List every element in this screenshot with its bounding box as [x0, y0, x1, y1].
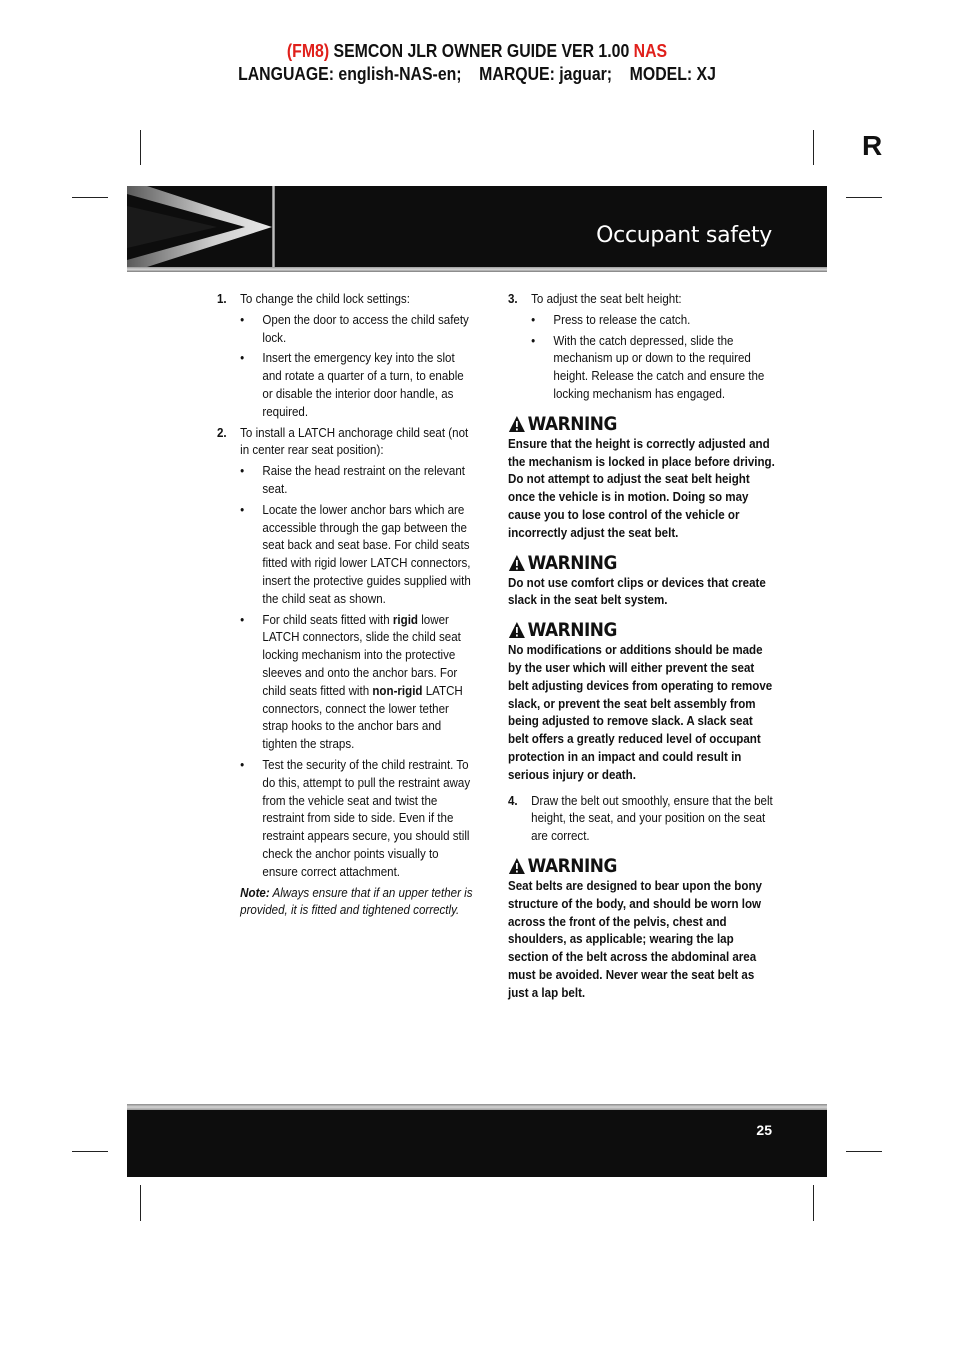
crop-mark — [140, 130, 141, 165]
page-number: 25 — [756, 1122, 772, 1138]
footer-top-band — [127, 1104, 827, 1110]
list-item: • Insert the emergency key into the slot and rotate a quarter of a turn, to enable or disable the interior door handle, as required. — [240, 349, 475, 420]
text-run-bold: non-rigid — [372, 682, 423, 698]
chevron-logo-icon — [127, 186, 272, 267]
left-column — [217, 290, 475, 919]
step-number: 3. — [508, 291, 518, 306]
warning-triangle-icon — [508, 621, 526, 639]
warning-triangle-icon — [508, 554, 526, 572]
text-run-bold: rigid — [392, 611, 419, 627]
note-text: Always ensure that if an upper tether is provided, it is fitted and tightened correctly. — [240, 884, 473, 918]
note-label: Note: — [240, 884, 270, 900]
list-item: • Test the security of the child restraint. To do this, attempt to pull the restraint away from the vehicle seat and twist the restraint from side to side. Even if the restraint appears secure, you should still check the anchor points visually to ensure correct attachment. — [240, 756, 475, 881]
step-3 — [508, 290, 775, 308]
warning-text: Ensure that the height is correctly adjusted and the mechanism is locked in place before driving. Do not attempt to adjust the seat belt height once the vehicle is in motion. Doing so may cause you to lose control of the vehicle or incorrectly adjust the seat belt. — [508, 435, 775, 540]
warning-block — [508, 619, 775, 783]
step-number: 1. — [217, 291, 227, 306]
step-number: 2. — [217, 424, 227, 440]
document-header — [57, 40, 897, 86]
note — [217, 884, 475, 920]
right-column — [508, 290, 775, 1006]
warning-block — [508, 413, 775, 542]
list-item: • With the catch depressed, slide the mechanism up or down to the required height. Release the catch and ensure the locking mechanism has engaged. — [531, 332, 775, 403]
page-title: Occupant safety — [596, 223, 772, 248]
warning-label: WARNING — [527, 619, 617, 642]
warning-triangle-icon — [508, 857, 526, 875]
crop-mark — [140, 1185, 141, 1221]
warning-block — [508, 855, 775, 1002]
warning-heading — [508, 413, 775, 435]
warning-triangle-icon — [508, 415, 526, 433]
step-1-bullets — [217, 311, 475, 421]
step-number: 4. — [508, 792, 518, 808]
warning-text: No modifications or additions should be made by the user which will either prevent the seat belt adjusting devices from operating to remove slack, or prevent the seat belt assembly from being adjusted to remove slack. A slack seat belt offers a greatly reduced level of occupant protection in an impact and could result in serious injury or death. — [508, 642, 773, 782]
header-title: SEMCON JLR OWNER GUIDE VER 1.00 — [329, 41, 634, 61]
warning-block — [508, 552, 775, 610]
step-4 — [508, 792, 775, 845]
page-footer — [127, 1104, 827, 1177]
crop-mark — [72, 1151, 108, 1152]
header-suffix: NAS — [633, 41, 668, 61]
step-text: Draw the belt out smoothly, ensure that the belt height, the seat, and your position on the seat are correct. — [531, 792, 773, 844]
step-2-bullets — [217, 462, 475, 880]
crop-mark — [72, 197, 108, 198]
step-text: To install a LATCH anchorage child seat (not in center rear seat position): — [240, 424, 469, 458]
list-item — [240, 611, 475, 753]
step-text: To change the child lock settings: — [240, 291, 410, 306]
warning-heading — [508, 619, 775, 641]
section-banner — [127, 186, 827, 272]
step-1 — [217, 290, 475, 308]
warning-label: WARNING — [527, 551, 617, 574]
text-run: For child seats fitted with — [262, 611, 393, 627]
warning-label: WARNING — [527, 412, 617, 435]
section-letter: R — [862, 130, 883, 161]
list-item: • Open the door to access the child safety lock. — [240, 311, 475, 347]
step-3-bullets — [508, 311, 775, 403]
step-text: To adjust the seat belt height: — [531, 291, 682, 306]
crop-mark — [813, 130, 814, 165]
list-item: • Locate the lower anchor bars which are accessible through the gap between the seat back and seat base. For child seats fitted with rigid lower LATCH connectors, insert the protective guides supplied with the child seat as shown. — [240, 501, 475, 608]
warning-heading — [508, 855, 775, 877]
text-run: lower LATCH connectors, slide the child seat locking mechanism into the protective sleeves and onto the anchor bars. For child seats fitted with — [262, 611, 461, 698]
step-2 — [217, 424, 475, 460]
warning-text: Seat belts are designed to bear upon the bony structure of the body, and should be worn low across the front of the pelvis, chest and shoulders, as applicable; wearing the lap section of the belt across the abdominal area must be avoided. Never wear the seat belt as just a lap belt. — [508, 877, 762, 1000]
banner-divider — [272, 186, 275, 267]
warning-heading — [508, 552, 775, 574]
list-item: • Raise the head restraint on the relevant seat. — [240, 462, 475, 498]
crop-mark — [813, 1185, 814, 1221]
header-line-1 — [57, 40, 897, 63]
crop-mark — [846, 197, 882, 198]
list-item: • Press to release the catch. — [531, 311, 775, 329]
text-run: LATCH connectors, connect the lower tether strap hooks to the anchor bars and tighten the straps. — [262, 682, 463, 752]
warning-label: WARNING — [527, 854, 617, 877]
header-prefix: (FM8) — [286, 41, 330, 61]
banner-bottom-band — [127, 267, 827, 272]
warning-text: Do not use comfort clips or devices that create slack in the seat belt system. — [508, 574, 766, 608]
crop-mark — [846, 1151, 882, 1152]
header-line-2: LANGUAGE: english-NAS-en; MARQUE: jaguar; MODEL: XJ — [238, 64, 716, 84]
